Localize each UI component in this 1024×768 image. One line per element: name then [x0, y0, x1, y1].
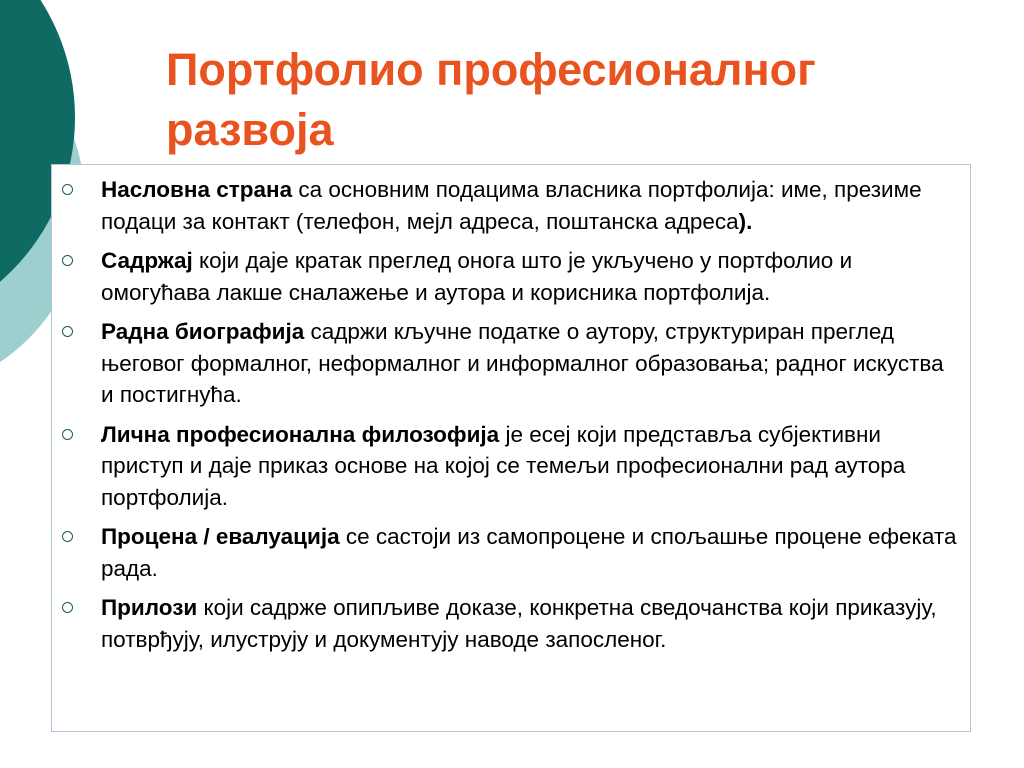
bullet-item-attachments — [52, 592, 962, 655]
circle-bullet-icon — [62, 326, 73, 337]
bullet-term: Радна биографија — [101, 319, 305, 344]
circle-bullet-icon — [62, 184, 73, 195]
bullet-text: је есеј који представља субјективни приступ и даје приказ основе на којој се темељи професионални рад аутора портфолија. — [101, 421, 906, 510]
circle-bullet-icon — [62, 429, 73, 440]
circle-bullet-icon — [62, 255, 73, 266]
bullet-item-evaluation — [52, 521, 962, 584]
slide-title: Портфолио професионалног развоја — [166, 44, 816, 155]
bullet-term: Процена / евалуација — [101, 524, 340, 549]
content-box — [51, 164, 971, 732]
bullet-text: који садрже опипљиве доказе, конкретна сведочанства који приказују, потврђују, илуструју и документују наводе запосленог. — [101, 595, 937, 652]
bullet-text: се састоји из самопроцене и спољашње процене ефеката рада. — [101, 524, 957, 581]
bullet-text: садржи кључне податке о аутору, структуриран преглед његовог формалног, неформалног и информалног образовања; радног искуства и постигнућа. — [101, 319, 944, 407]
bullet-item-philosophy — [52, 419, 962, 514]
bullet-term: Садржај — [101, 248, 193, 273]
bullet-term: Насловна страна — [101, 177, 293, 202]
bullet-list — [52, 165, 970, 655]
bullet-text-end: ). — [738, 208, 753, 234]
bullet-text: са основним подацима власника портфолија: име, презиме подаци за контакт (телефон, мејл адреса, поштанска адреса — [101, 177, 922, 234]
bullet-term: Лична професионална филозофија — [101, 421, 500, 447]
bullet-text: који даје кратак преглед онога што је укључено у портфолио и омогућава лакше сналажење и аутора и корисника портфолија. — [101, 248, 853, 305]
bullet-item-title-page — [52, 174, 962, 237]
circle-bullet-icon — [62, 602, 73, 613]
circle-bullet-icon — [62, 531, 73, 542]
bullet-item-contents — [52, 245, 962, 308]
bullet-term: Прилози — [101, 595, 198, 620]
bullet-item-work-biography — [52, 316, 962, 411]
